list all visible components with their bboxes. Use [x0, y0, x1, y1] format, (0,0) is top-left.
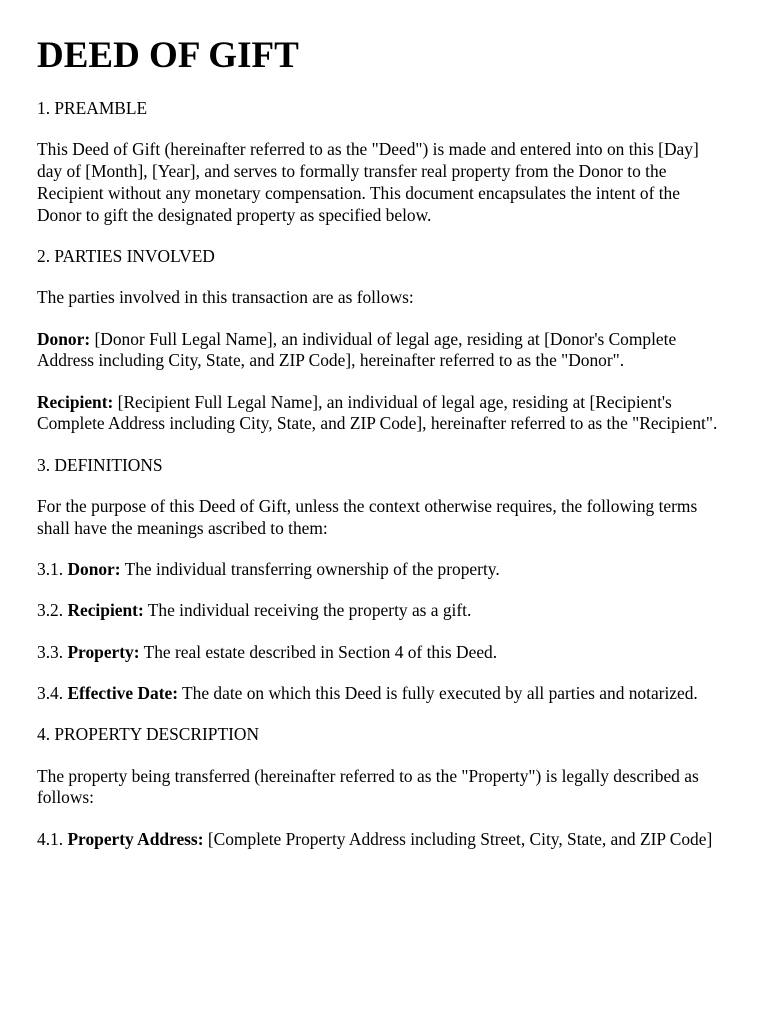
definition-number: 3.3. [37, 641, 68, 662]
definition-text: The individual transferring ownership of the property. [120, 559, 500, 580]
donor-label: Donor: [37, 328, 91, 349]
property-item [37, 829, 727, 851]
definition-term: Recipient: [67, 600, 144, 621]
donor-text: [Donor Full Legal Name], an individual of legal age, residing at [Donor's Complete Address including City, State, and ZIP Code], hereinafter referred to as the "Donor". [37, 328, 677, 371]
definition-term: Property: [67, 641, 140, 662]
definition-item [37, 559, 727, 581]
definition-text: The real estate described in Section 4 of this Deed. [139, 641, 498, 662]
section-heading-property: 4. PROPERTY DESCRIPTION [37, 724, 260, 745]
donor-paragraph [37, 329, 727, 373]
definition-term: Effective Date: [67, 683, 178, 704]
definition-item [37, 642, 727, 664]
parties-intro: The parties involved in this transaction are as follows: [37, 287, 414, 308]
definition-number: 3.1. [37, 559, 68, 580]
section-heading-parties: 2. PARTIES INVOLVED [37, 245, 215, 266]
definition-text: The individual receiving the property as a gift. [143, 600, 472, 621]
definition-item [37, 683, 727, 705]
definition-number: 3.4. [37, 683, 68, 704]
section-heading-preamble: 1. PREAMBLE [37, 98, 148, 118]
property-intro: The property being transferred (hereinafter referred to as the "Property") is legally described as follows: [37, 765, 699, 808]
definitions-intro: For the purpose of this Deed of Gift, unless the context otherwise requires, the following terms shall have the meanings ascribed to them: [37, 496, 698, 538]
recipient-text: [Recipient Full Legal Name], an individual of legal age, residing at [Recipient's Complete Address including City, State, and ZIP Code], hereinafter referred to as the "Recipient". [37, 391, 718, 434]
property-item-text: [Complete Property Address including Street, City, State, and ZIP Code] [203, 828, 713, 849]
recipient-paragraph [37, 392, 727, 436]
definition-item [37, 600, 727, 622]
definition-text: The date on which this Deed is fully executed by all parties and notarized. [178, 683, 698, 704]
section-heading-definitions: 3. DEFINITIONS [37, 454, 163, 475]
preamble-text: This Deed of Gift (hereinafter referred to as the "Deed") is made and entered into on this [Day] day of [Month], [Year], and serves to formally transfer real property from the Donor to the Recipient without any monetary compensation. This document encapsulates the intent of the Donor to gift the designated property as specified below. [37, 139, 699, 225]
definition-term: Donor: [67, 559, 121, 580]
recipient-label: Recipient: [37, 391, 114, 412]
property-item-number: 4.1. [37, 828, 68, 849]
property-item-term: Property Address: [67, 828, 204, 849]
document-title: DEED OF GIFT [37, 35, 299, 76]
document-page [37, 34, 727, 870]
definition-number: 3.2. [37, 600, 68, 621]
